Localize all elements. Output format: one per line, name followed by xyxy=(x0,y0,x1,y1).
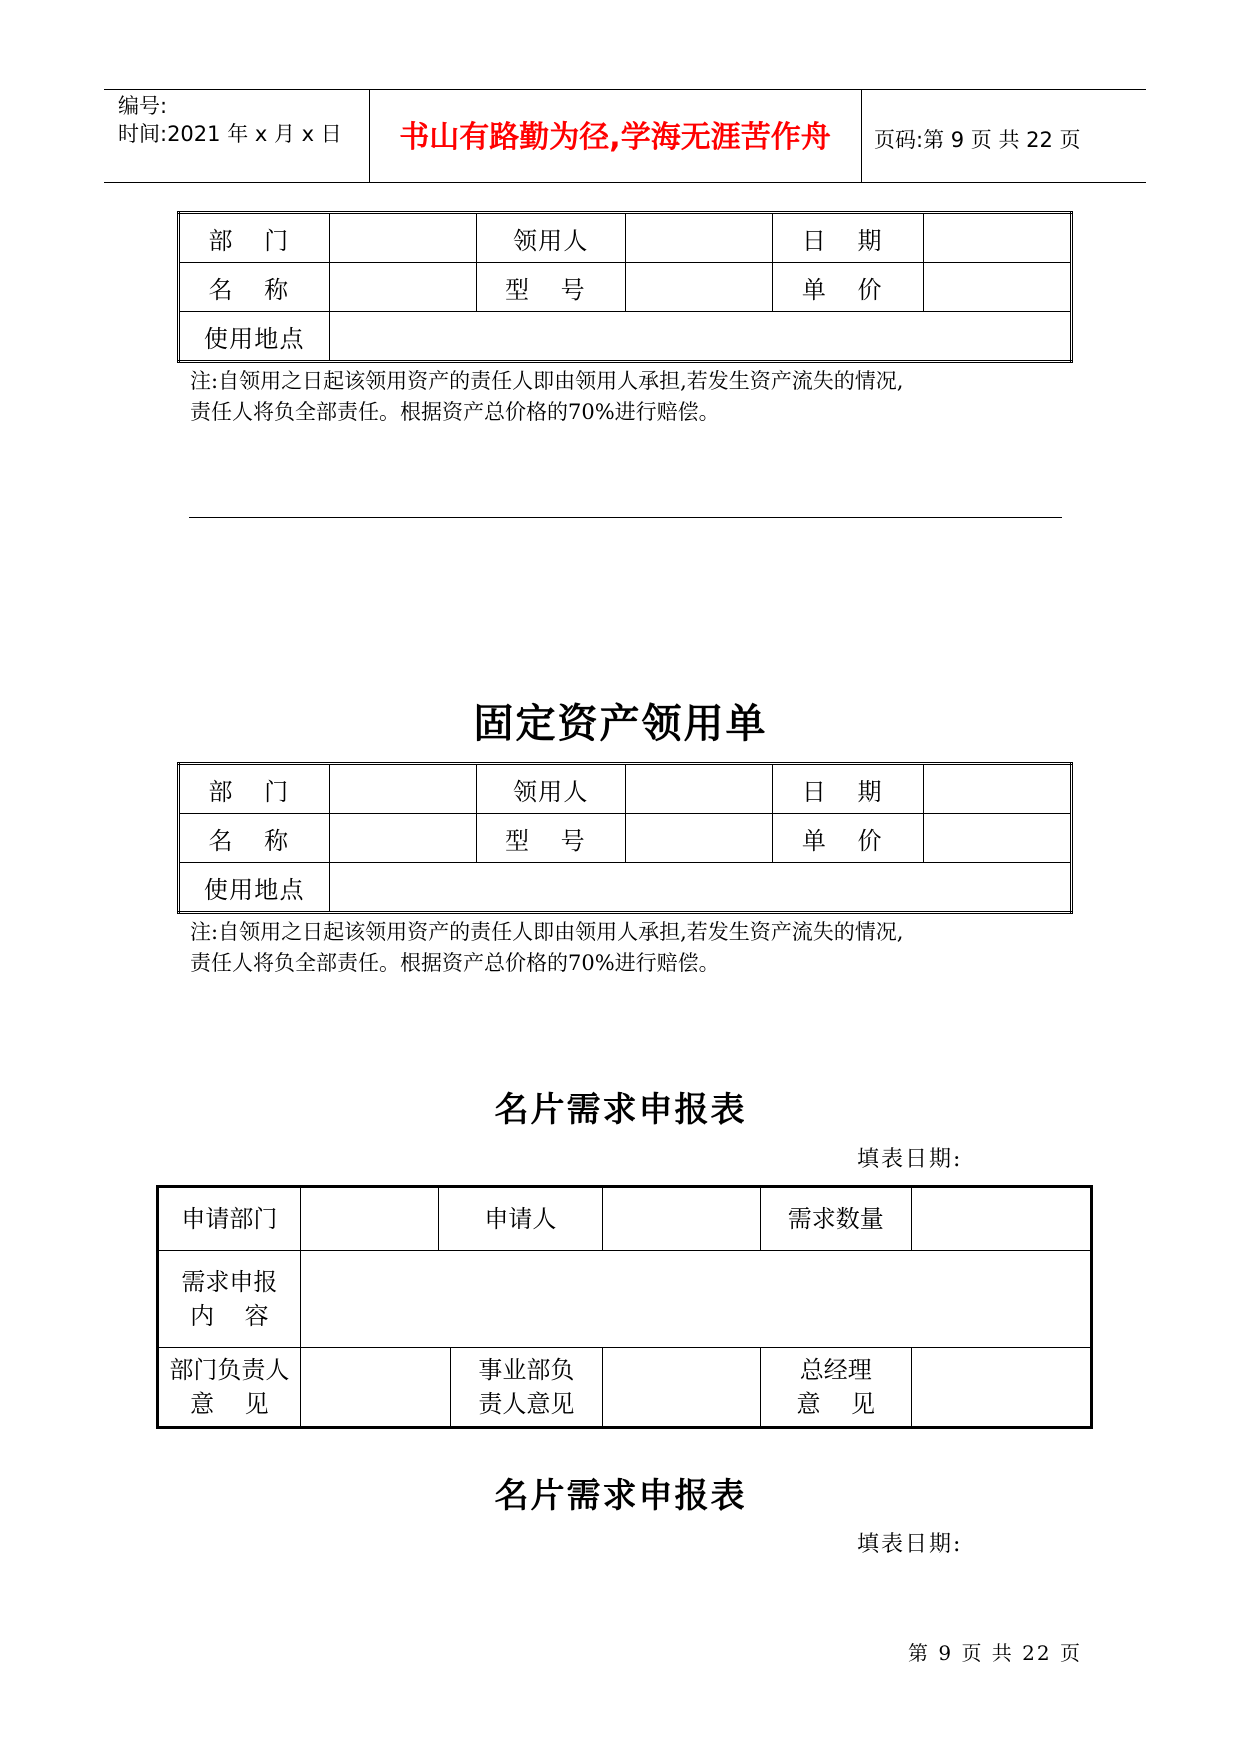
gm-opinion-label xyxy=(760,1348,911,1428)
fill-date-label: 填表日期: xyxy=(857,1147,963,1172)
date-label: 日 期 xyxy=(772,213,923,263)
location-label: 使用地点 xyxy=(179,312,330,362)
request-content-label xyxy=(158,1251,301,1348)
date-label: 日 期 xyxy=(772,764,923,814)
location-label: 使用地点 xyxy=(179,863,330,913)
dept-head-opinion-field[interactable] xyxy=(300,1348,450,1428)
model-field[interactable] xyxy=(625,814,772,863)
quantity-field[interactable] xyxy=(911,1187,1091,1251)
applicant-label: 申请人 xyxy=(439,1187,602,1251)
note-line: 责任人将负全部责任。根据资产总价格的70%进行赔偿。 xyxy=(190,951,720,975)
label-line: 部门负责人 xyxy=(169,1356,290,1384)
gm-opinion-field[interactable] xyxy=(911,1348,1091,1428)
note-line: 责任人将负全部责任。根据资产总价格的70%进行赔偿。 xyxy=(190,400,720,424)
date-field[interactable] xyxy=(923,213,1071,263)
asset-note xyxy=(190,366,903,428)
fill-date-label: 填表日期: xyxy=(857,1532,963,1557)
department-label: 部 门 xyxy=(179,764,330,814)
header-bottom-rule xyxy=(104,182,1146,183)
recipient-field[interactable] xyxy=(625,764,772,814)
dept-head-opinion-label xyxy=(158,1348,301,1428)
model-label: 型 号 xyxy=(476,814,625,863)
unit-price-field[interactable] xyxy=(923,814,1071,863)
recipient-field[interactable] xyxy=(625,213,772,263)
header-divider xyxy=(369,89,370,182)
date-field[interactable] xyxy=(923,764,1071,814)
label-line: 内 容 xyxy=(190,1302,269,1330)
label-line: 总经理 xyxy=(799,1356,872,1384)
label-line: 意 见 xyxy=(190,1390,269,1418)
header-page-label: 页码:第 9 页 共 22 页 xyxy=(874,128,1081,152)
footer-page-number: 第 9 页 共 22 页 xyxy=(908,1641,1082,1665)
recipient-label: 领用人 xyxy=(476,764,625,814)
asset-form-title: 固定资产领用单 xyxy=(473,700,768,747)
name-field[interactable] xyxy=(329,263,476,312)
note-line: 注:自领用之日起该领用资产的责任人即由领用人承担,若发生资产流失的情况, xyxy=(190,369,904,393)
model-label: 型 号 xyxy=(476,263,625,312)
unit-price-field[interactable] xyxy=(923,263,1071,312)
unit-price-label: 单 价 xyxy=(772,814,923,863)
header-top-rule xyxy=(104,89,1146,90)
card-form-title: 名片需求申报表 xyxy=(494,1476,747,1516)
note-line: 注:自领用之日起该领用资产的责任人即由领用人承担,若发生资产流失的情况, xyxy=(190,920,904,944)
apply-dept-field[interactable] xyxy=(300,1187,438,1251)
request-content-field[interactable] xyxy=(300,1251,1091,1348)
model-field[interactable] xyxy=(625,263,772,312)
asset-note xyxy=(190,917,903,979)
location-field[interactable] xyxy=(329,312,1071,362)
department-label: 部 门 xyxy=(179,213,330,263)
header-motto: 书山有路勤为径,学海无涯苦作舟 xyxy=(399,120,831,155)
label-line: 事业部负 xyxy=(478,1356,575,1384)
label-line: 责人意见 xyxy=(478,1390,575,1418)
unit-price-label: 单 价 xyxy=(772,263,923,312)
asset-form-table xyxy=(177,762,1073,914)
apply-dept-label: 申请部门 xyxy=(158,1187,301,1251)
name-label: 名 称 xyxy=(179,814,330,863)
header-meta xyxy=(118,92,342,148)
biz-head-opinion-field[interactable] xyxy=(602,1348,760,1428)
recipient-label: 领用人 xyxy=(476,213,625,263)
card-request-table xyxy=(156,1185,1093,1429)
separator-rule xyxy=(189,517,1062,518)
quantity-label: 需求数量 xyxy=(760,1187,911,1251)
card-form-title: 名片需求申报表 xyxy=(494,1090,747,1130)
department-field[interactable] xyxy=(329,764,476,814)
label-line: 需求申报 xyxy=(181,1268,278,1296)
biz-head-opinion-label xyxy=(451,1348,602,1428)
applicant-field[interactable] xyxy=(602,1187,760,1251)
asset-form-table xyxy=(177,211,1073,363)
time-label: 时间:2021 年 x 月 x 日 xyxy=(118,122,342,146)
header-divider xyxy=(861,89,862,182)
code-label: 编号: xyxy=(118,94,168,118)
name-field[interactable] xyxy=(329,814,476,863)
location-field[interactable] xyxy=(329,863,1071,913)
department-field[interactable] xyxy=(329,213,476,263)
label-line: 意 见 xyxy=(796,1390,876,1418)
name-label: 名 称 xyxy=(179,263,330,312)
